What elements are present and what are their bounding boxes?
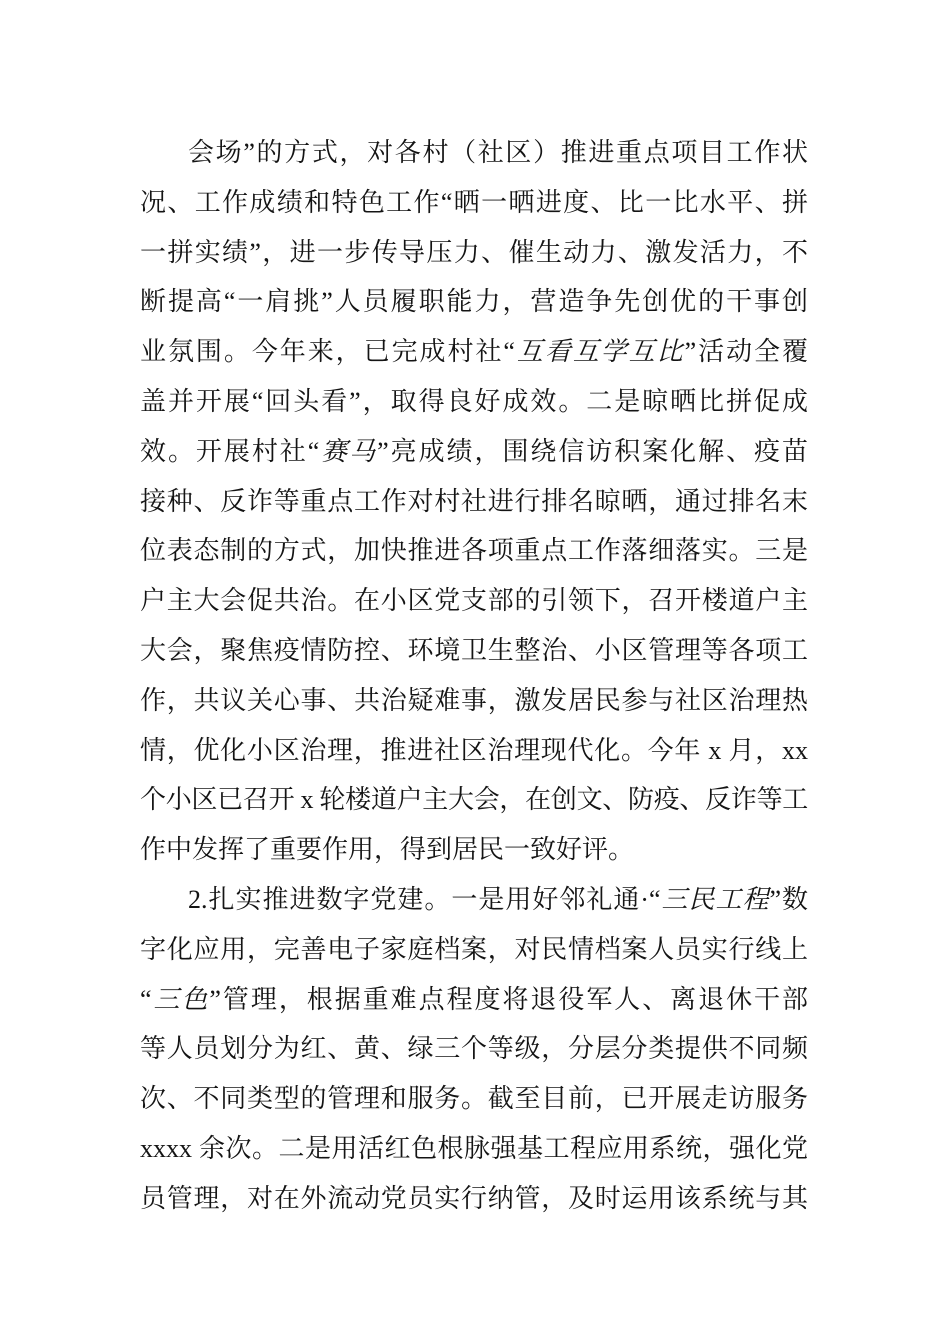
text-run: “	[140, 984, 152, 1014]
text-line	[140, 1074, 808, 1124]
text-run: 个小区已召开 x 轮楼道户主大会，在创文、防疫、反诈等工	[140, 785, 808, 815]
text-line	[140, 676, 808, 726]
text-line	[140, 178, 808, 228]
text-run: ”活动全覆	[684, 337, 808, 367]
text-run: 作中发挥了重要作用，得到居民一致好评。	[140, 835, 635, 865]
text-run: 大会，聚焦疫情防控、环境卫生整治、小区管理等各项工	[140, 635, 808, 665]
document-body	[140, 128, 808, 1224]
text-line	[140, 427, 808, 477]
emphasis-run: 互看互学互比	[514, 337, 685, 367]
emphasis-run: 赛马	[319, 436, 378, 466]
text-line	[140, 228, 808, 278]
text-line	[140, 975, 808, 1025]
text-run: ”数	[769, 884, 808, 914]
text-run: 一拼实绩”，进一步传导压力、催生动力、激发活力，不	[140, 237, 808, 267]
text-line	[140, 925, 808, 975]
paragraph-1	[140, 128, 808, 875]
text-run: 位表态制的方式，加快推进各项重点工作落细落实。三是	[140, 536, 808, 566]
text-run: 效。开展村社“	[140, 436, 320, 466]
text-line	[140, 1174, 808, 1224]
emphasis-run: 三色	[151, 984, 210, 1014]
text-line	[140, 277, 808, 327]
text-run: ”管理，根据重难点程度将退役军人、离退休干部	[209, 984, 808, 1014]
paragraph-2	[140, 875, 808, 1224]
text-line	[140, 1124, 808, 1174]
text-run: 盖并开展“回头看”，取得良好成效。二是晾晒比拼促成	[140, 386, 808, 416]
text-run: ”亮成绩，围绕信访积案化解、疫苗	[377, 436, 808, 466]
text-run: 户主大会促共治。在小区党支部的引领下，召开楼道户主	[140, 586, 808, 616]
text-run: xxxx 余次。二是用活红色根脉强基工程应用系统，强化党	[140, 1133, 808, 1163]
text-run: 业氛围。今年来，已完成村社“	[140, 337, 515, 367]
text-run: 会场”的方式，对各村（社区）推进重点项目工作状	[188, 138, 808, 167]
text-run: 等人员划分为红、黄、绿三个等级，分层分类提供不同频	[140, 1034, 808, 1064]
text-line	[140, 825, 808, 875]
text-line	[140, 576, 808, 626]
text-line	[140, 377, 808, 427]
text-line	[140, 526, 808, 576]
text-line	[140, 875, 808, 925]
emphasis-run: 三民工程	[660, 884, 770, 914]
text-line	[140, 775, 808, 825]
text-run: 员管理，对在外流动党员实行纳管，及时运用该系统与其	[140, 1183, 808, 1213]
text-run: 情，优化小区治理，推进社区治理现代化。今年 x 月，xx	[140, 735, 808, 765]
text-line	[140, 477, 808, 527]
text-run: 接种、反诈等重点工作对村社进行排名晾晒，通过排名末	[140, 486, 808, 516]
text-run: 断提高“一肩挑”人员履职能力，营造争先创优的干事创	[140, 287, 808, 317]
text-line	[140, 626, 808, 676]
text-run: 次、不同类型的管理和服务。截至目前，已开展走访服务	[140, 1084, 808, 1114]
text-line	[140, 128, 808, 178]
text-line	[140, 1024, 808, 1074]
text-run: 字化应用，完善电子家庭档案，对民情档案人员实行线上	[140, 934, 808, 964]
text-line	[140, 327, 808, 377]
text-run: 作，共议关心事、共治疑难事，激发居民参与社区治理热	[140, 685, 808, 715]
text-line	[140, 726, 808, 776]
text-run: 2.扎实推进数字党建。一是用好邻礼通·“	[188, 884, 661, 914]
text-run: 况、工作成绩和特色工作“晒一晒进度、比一比水平、拼	[140, 187, 808, 217]
